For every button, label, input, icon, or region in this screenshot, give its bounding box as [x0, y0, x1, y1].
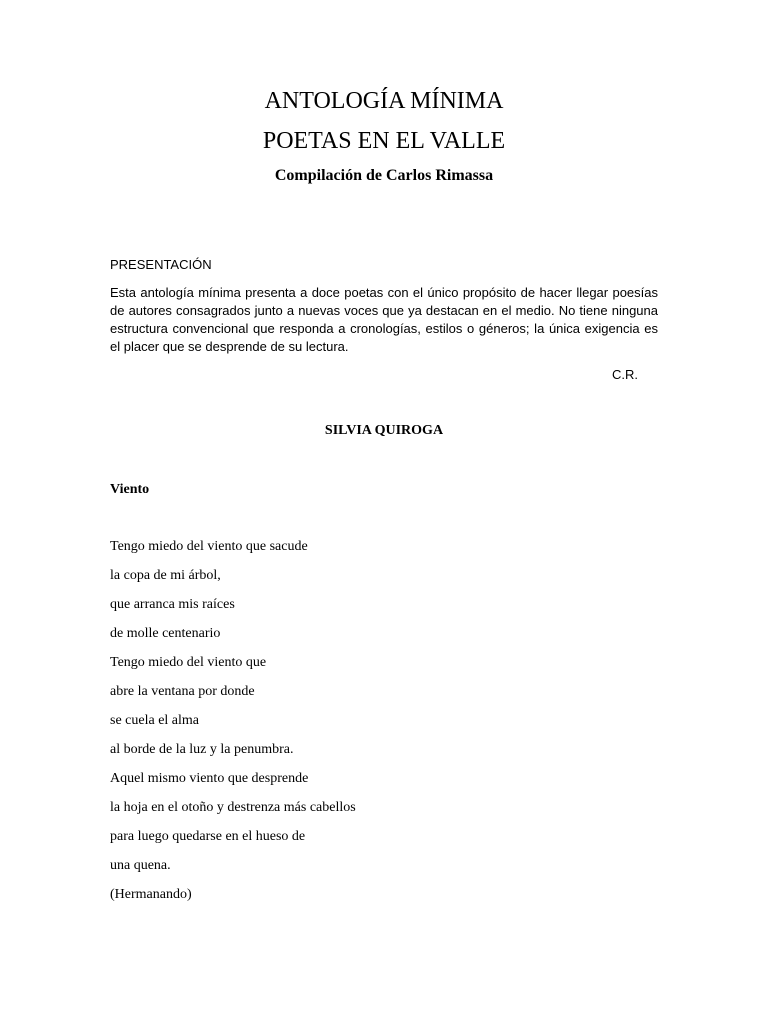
poem-line: que arranca mis raíces: [110, 597, 235, 612]
compiler-credit: Compilación de Carlos Rimassa: [274, 167, 494, 184]
poem-line: de molle centenario: [110, 626, 221, 641]
document-title: ANTOLOGÍA MÍNIMA: [264, 88, 504, 114]
presentation-signature: C.R.: [612, 367, 638, 382]
document-subtitle: POETAS EN EL VALLE: [262, 128, 506, 154]
poem-line: la hoja en el otoño y destrenza más cabellos: [110, 800, 356, 815]
poem-line: la copa de mi árbol,: [110, 568, 221, 583]
poem-line: para luego quedarse en el hueso de: [110, 829, 306, 844]
poem-line: una quena.: [110, 858, 171, 873]
poem-line: Tengo miedo del viento que: [110, 655, 267, 670]
poem-body: [110, 539, 670, 916]
poem-line: abre la ventana por donde: [110, 684, 255, 699]
poem-line: Tengo miedo del viento que sacude: [110, 539, 308, 554]
poem-line: al borde de la luz y la penumbra.: [110, 742, 294, 757]
poem-line: Aquel mismo viento que desprende: [110, 771, 309, 786]
poet-name: SILVIA QUIROGA: [324, 423, 444, 438]
presentation-heading: PRESENTACIÓN: [110, 257, 212, 272]
poem-title: Viento: [110, 482, 150, 497]
poem-line: (Hermanando): [110, 887, 192, 902]
presentation-text: Esta antología mínima presenta a doce poetas con el único propósito de hacer llegar poesías de autores consagrados junto a nuevas voces que ya destacan en el medio. No tiene ninguna estructura convencional que responda a cronologías, estilos o géneros; la única exigencia es el placer que se desprende de su lectura.: [110, 285, 658, 354]
poem-line: se cuela el alma: [110, 713, 200, 728]
